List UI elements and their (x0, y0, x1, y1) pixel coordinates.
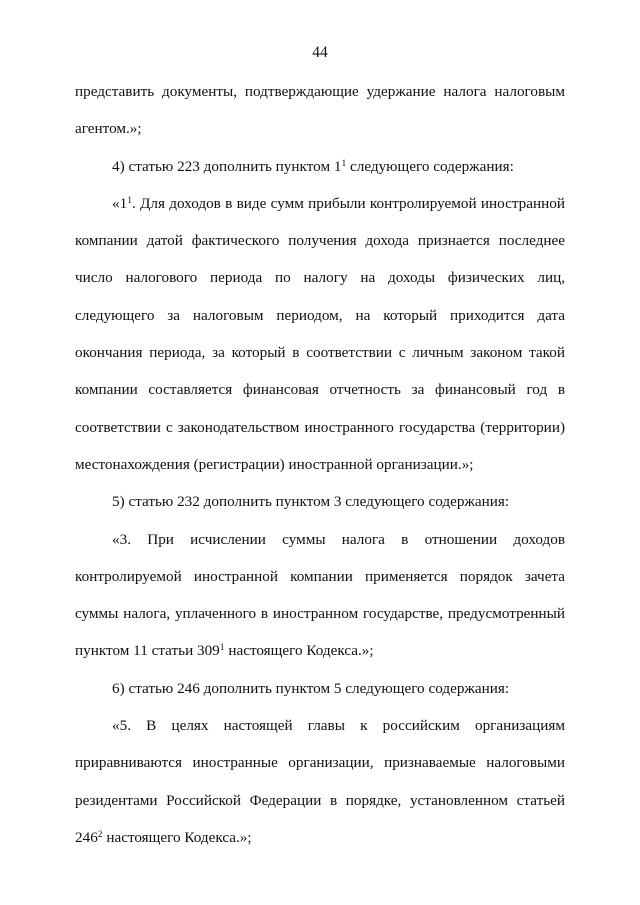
text-line: компании составляется финансовая отчетность за финансовый год в (75, 381, 565, 399)
document-body (75, 82, 565, 865)
paragraph-4-heading: 4) статью 223 дополнить пунктом $1^1$ следующего содержания: (112, 157, 514, 175)
text-line: суммы налога, уплаченного в иностранном государстве, предусмотренный (75, 605, 565, 623)
text-line: резидентами Российской Федерации в порядке, установленном статьей (75, 791, 565, 809)
text-line: представить документы, подтверждающие удержание налога налоговым (75, 83, 565, 100)
superscript: 2 (97, 829, 103, 840)
text-line: контролируемой иностранной компании применяется порядок зачета (75, 567, 565, 585)
text-line: окончания периода, за который в соответствии с личным законом такой (75, 344, 565, 362)
paragraph-5-heading: 5) статью 232 дополнить пунктом 3 следующего содержания: (112, 493, 510, 511)
text-line: местонахождения (регистрации) иностранной организации.»; (75, 455, 474, 473)
paragraph-6-heading: 6) статью 246 дополнить пунктом 5 следующего содержания: (112, 679, 510, 697)
text-line: агентом.»; (75, 120, 142, 138)
text-line: «5. В целях настоящей главы к российским организациям (112, 717, 565, 735)
text-line: соответствии с законодательством иностранного государства (территории) (75, 418, 565, 436)
superscript: 1 (219, 643, 225, 654)
text-line: следующего за налоговым периодом, на который приходится дата (75, 306, 565, 324)
text-line: число налогового периода по налогу на доходы физических лиц, (75, 269, 565, 287)
text-line: приравниваются иностранные организации, признаваемые налоговыми (75, 754, 565, 772)
text-line: пунктом 11 статьи $309^1$ настоящего Кодекса.»; (75, 642, 374, 660)
text-line: компании датой фактического получения дохода признается последнее (75, 232, 565, 250)
text-line: «3. При исчислении суммы налога в отношении доходов (112, 530, 565, 548)
superscript: 1 (127, 195, 132, 206)
text-line: $246^2$ настоящего Кодекса.»; (75, 828, 252, 846)
superscript: 1 (341, 158, 347, 169)
text-line: «$1^1$. Для доходов в виде сумм прибыли контролируемой иностранной (112, 194, 565, 212)
page-number: 44 (312, 44, 328, 61)
